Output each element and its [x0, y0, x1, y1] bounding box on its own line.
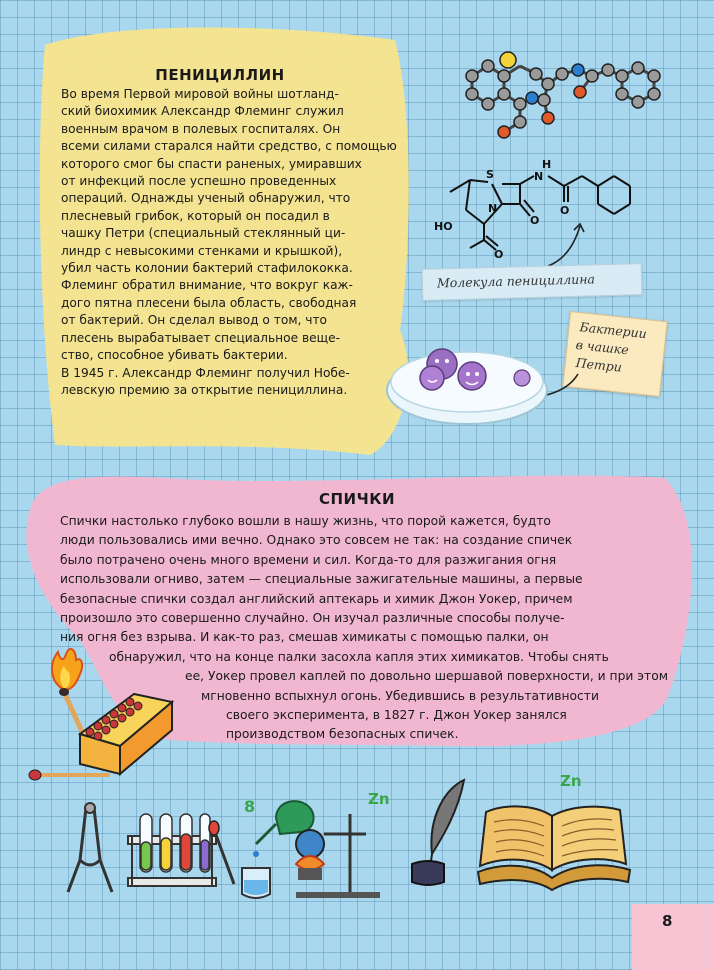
open-book-icon	[474, 786, 634, 898]
penicillin-title: ПЕНИЦИЛЛИН	[155, 66, 285, 84]
matches-line: производством безопасных спичек.	[226, 727, 459, 742]
penicillin-line: Флеминг обратил внимание, что вокруг каж-	[61, 278, 353, 293]
petri-label-line: Бактерии	[578, 319, 648, 342]
chemistry-lab-icon	[236, 784, 386, 904]
matches-line: ния огня без взрыва. И как-то раз, смешав химикаты с помощью палки, он	[60, 630, 549, 645]
oxygen-label-amide: O	[560, 204, 570, 217]
bubble-icon: 8	[244, 797, 256, 816]
matches-line: безопасные спички создал английский аптекарь и химик Джон Уокер, причем	[60, 591, 573, 606]
penicillin-line: левскую премию за открытие пенициллина.	[61, 382, 348, 397]
matches-line: использовали огниво, затем — специальные зажигательные машины, а первые	[60, 572, 583, 587]
zzz-text-2: Zn	[560, 772, 582, 790]
matches-line: произошло это совершенно случайно. Он изучал различные способы получе-	[60, 611, 565, 626]
loose-match-icon	[28, 768, 112, 782]
molecule-arrow-icon	[540, 220, 600, 270]
petri-label-line: Петри	[575, 355, 623, 375]
matches-title: СПИЧКИ	[318, 490, 396, 508]
molecule-label-tape	[422, 263, 643, 301]
quill-inkwell-icon	[406, 776, 476, 888]
matches-line: обнаружил, что на конце палки засохла капля этих химикатов. Чтобы снять	[109, 649, 609, 664]
sulfur-label: S	[486, 168, 494, 181]
penicillin-line: всеми силами старался найти средство, с помощью	[61, 139, 397, 154]
penicillin-line: плесень вырабатывает специальное веще-	[61, 330, 340, 345]
matches-line: своего эксперимента, в 1827 г. Джон Уокер занялся	[226, 708, 567, 723]
penicillin-line: плесневый грибок, который он посадил в	[61, 208, 330, 223]
oxygen-label-lactam: O	[530, 214, 540, 227]
penicillin-line: дого пятна плесени была область, свободная	[61, 295, 357, 310]
matches-line: Спички настолько глубоко вошли в нашу жизнь, что порой кажется, будто	[60, 514, 551, 528]
penicillin-line: от инфекций после успешно проведенных	[61, 174, 337, 189]
penicillin-line: ский биохимик Александр Флеминг служил	[61, 104, 344, 119]
zzz-text-1: Zn	[368, 790, 390, 808]
matches-line: люди пользовались ими вечно. Однако это совсем не так: на создание спичек	[60, 533, 573, 548]
penicillin-line: линдр с невысокими стенками и крышкой),	[61, 243, 343, 258]
penicillin-line: Во время Первой мировой войны шотланд-	[61, 87, 339, 101]
penicillin-line: военным врачом в полевых госпиталях. Он	[61, 121, 341, 136]
penicillin-line: чашку Петри (специальный стеклянный ци-	[61, 226, 346, 241]
tongs-icon	[60, 800, 120, 900]
matches-line: мгновенно вспыхнул огонь. Убедившись в результативности	[201, 688, 599, 703]
page-number-badge	[632, 904, 714, 970]
hydrogen-label: H	[542, 158, 552, 171]
petri-label-line: в чашке	[575, 336, 630, 358]
penicillin-line: операций. Однажды ученый обнаружил, что	[61, 191, 351, 206]
penicillin-line: убил часть колонии бактерий стафилококка.	[61, 261, 353, 276]
matchbox-icon	[76, 672, 186, 782]
penicillin-line: которого смог бы спасти раненых, умиравших	[61, 156, 362, 171]
penicillin-line: В 1945 г. Александр Флеминг получил Нобе-	[61, 365, 350, 380]
molecule-ball-model-icon	[458, 52, 668, 142]
molecule-label: Молекула пенициллина	[436, 271, 596, 291]
matches-line: было потрачено очень много времени и сил. Когда-то для разжигания огня	[60, 552, 557, 567]
page-number: 8	[662, 912, 673, 930]
hydroxyl-label: HO	[434, 220, 453, 233]
nitrogen-label-amide: N	[534, 170, 544, 183]
penicillin-line: от бактерий. Он сделал вывод о том, что	[61, 313, 328, 328]
penicillin-line: ство, способное убивать бактерии.	[61, 348, 288, 363]
matches-line: ее, Уокер провел каплей по довольно шершавой поверхности, и при этом	[185, 669, 668, 684]
petri-dish-icon	[382, 330, 552, 430]
penicillin-body	[61, 86, 397, 399]
oxygen-label-carboxyl: O	[494, 248, 504, 261]
nitrogen-label-ring: N	[488, 202, 498, 215]
